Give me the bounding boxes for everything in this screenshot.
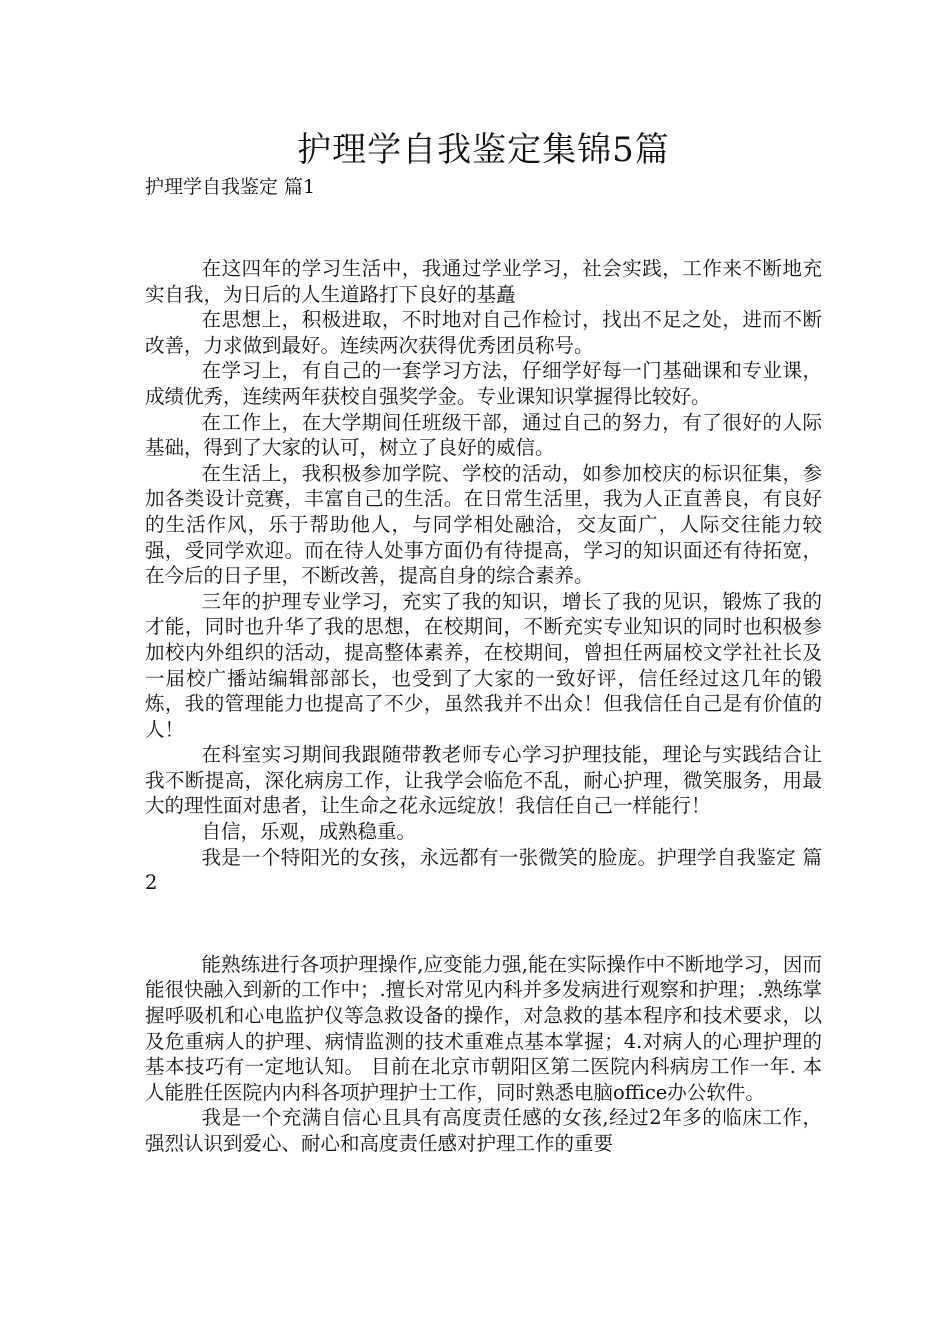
paragraph: 三年的护理专业学习，充实了我的知识，增长了我的见识，锻炼了我的才能，同时也升华了我的思想，在校期间，不断充实专业知识的同时也积极参加校内外组织的活动，提高整体素养，在校期间，曾担任两届校文学社社长及一届校广播站编辑部部长，也受到了大家的一致好评，信任经过这几年的锻炼，我的管理能力也提高了不少，虽然我并不出众！但我信任自己是有价值的人！ — [145, 589, 822, 741]
paragraph: 我是一个特阳光的女孩，永远都有一张微笑的脸庞。护理学自我鉴定 篇2 — [145, 845, 822, 895]
document-title: 护理学自我鉴定集锦5篇 — [297, 130, 670, 170]
paragraph: 在学习上，有自己的一套学习方法，仔细学好每一门基础课和专业课，成绩优秀，连续两年获校自强奖学金。专业课知识掌握得比较好。 — [145, 359, 822, 408]
paragraph: 自信，乐观，成熟稳重。 — [201, 820, 417, 844]
paragraph: 在思想上，积极进取，不时地对自己作检讨，找出不足之处，进而不断改善，力求做到最好。连续两次获得优秀团员称号。 — [145, 308, 822, 357]
blank-space — [145, 896, 822, 952]
paragraph: 在工作上，在大学期间任班级干部，通过自己的努力，有了很好的人际基础，得到了大家的认可，树立了良好的威信。 — [145, 410, 822, 460]
paragraph: 在生活上，我积极参加学院、学校的活动，如参加校庆的标识征集，参加各类设计竞赛，丰富自己的生活。在日常生活里，我为人正直善良，有良好的生活作风，乐于帮助他人，与同学相处融洽，交友面广，人际交往能力较强，受同学欢迎。而在待人处事方面仍有待提高，学习的知识面还有待拓宽，在今后的日子里，不断改善，提高自身的综合素养。 — [145, 461, 822, 588]
paragraph: 在这四年的学习生活中，我通过学业学习，社会实践，工作来不断地充实自我，为日后的人生道路打下良好的基矗 — [145, 257, 822, 306]
paragraph: 我是一个充满自信心且具有高度责任感的女孩,经过2年多的临床工作，强烈认识到爱心、耐心和高度责任感对护理工作的重要 — [145, 1106, 822, 1155]
section-heading: 护理学自我鉴定 篇1 — [145, 176, 316, 198]
paragraph: 能熟练进行各项护理操作,应变能力强,能在实际操作中不断地学习，因而能很快融入到新的工作中；.擅长对常见内科并多发病进行观察和护理；.熟练掌握呼吸机和心电监护仪等急救设备的操作，对急救的基本程序和技术要求，以及危重病人的护理、病情监测的技术重难点基本掌握；4.对病人的心理护理的基本技巧有一定地认知。 目前在北京市朝阳区第二医院内科病房工作一年. 本人能胜任医院内内科各项护理护士工作，同时熟悉电脑office办公软件。 — [145, 952, 822, 1104]
blank-space — [145, 200, 822, 256]
paragraph: 在科室实习期间我跟随带教老师专心学习护理技能，理论与实践结合让我不断提高，深化病房工作，让我学会临危不乱，耐心护理，微笑服务，用最大的理性面对患者，让生命之花永远绽放！我信任自己一样能行！ — [145, 743, 822, 818]
